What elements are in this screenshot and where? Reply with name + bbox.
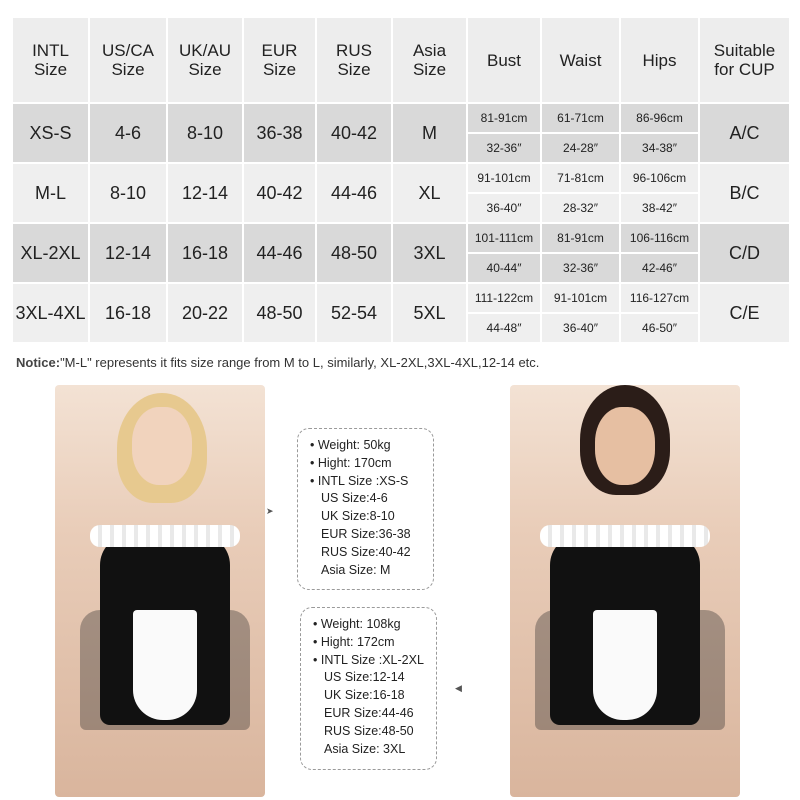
cell-eur: 48-50 [243,283,316,343]
callout-line: • Weight: 108kg [313,617,401,631]
cell-waist-cm: 91-101cm [541,283,620,313]
header-row [12,17,790,103]
white-apron [593,610,657,720]
column-header-line: Size [33,60,68,79]
cell-uk: 8-10 [167,103,243,163]
cell-intl: 3XL-4XL [12,283,89,343]
callout-line: • Weight: 50kg [310,438,391,452]
callout-line: Asia Size: 3XL [324,741,406,756]
callout-line: EUR Size:36-38 [321,526,411,541]
column-header-line: Size [412,60,447,79]
callout-line: UK Size:8-10 [321,509,395,524]
cell-waist-cm: 61-71cm [541,103,620,133]
model-photo-left [55,385,265,797]
table-row [12,103,790,133]
column-header-line: Size [262,60,297,79]
callout-line: US Size:12-14 [324,670,405,685]
column-header [392,17,467,103]
column-header-line: INTL [32,41,69,60]
arrow-right-icon: ➤ [266,506,274,516]
column-header [243,17,316,103]
cell-asia: XL [392,163,467,223]
cell-bust-in: 36-40″ [467,193,541,223]
callout-line: • Hight: 170cm [310,455,392,470]
column-header [12,17,89,103]
cell-rus: 44-46 [316,163,392,223]
cell-cup: B/C [699,163,790,223]
callout-line: • Hight: 172cm [313,634,395,649]
white-apron [133,610,197,720]
cell-cup: C/D [699,223,790,283]
notice-body: "M-L" represents it fits size range from M to L, similarly, XL-2XL,3XL-4XL,12-14 etc. [60,355,540,370]
callout-line: • INTL Size :XL-2XL [313,652,424,667]
cell-bust-in: 32-36″ [467,133,541,163]
table-row [12,283,790,313]
callout-line: RUS Size:48-50 [324,723,414,738]
column-header-line: Size [337,60,371,79]
cell-bust-cm: 91-101cm [467,163,541,193]
notice-text [16,355,539,370]
lace-trim [540,525,710,547]
model-face [595,407,655,485]
column-header [467,17,541,103]
cell-intl: M-L [12,163,89,223]
cell-hips-cm: 96-106cm [620,163,699,193]
column-header [316,17,392,103]
notice-label: Notice: [16,355,61,370]
column-header-line: Bust [486,50,522,70]
cell-eur: 40-42 [243,163,316,223]
column-header [541,17,620,103]
arrow-left-icon: ◀ [455,683,462,693]
cell-uk: 16-18 [167,223,243,283]
cell-eur: 44-46 [243,223,316,283]
cell-rus: 40-42 [316,103,392,163]
cell-hips-cm: 86-96cm [620,103,699,133]
column-header-line: Asia [412,41,447,60]
cell-hips-cm: 106-116cm [620,223,699,253]
model-photo-right [510,385,740,797]
cell-hips-in: 38-42″ [620,193,699,223]
model-info-callout-right [300,607,437,770]
callout-line: UK Size:16-18 [324,688,405,703]
callout-line: • INTL Size :XS-S [310,473,409,488]
column-header-line: Waist [559,50,602,70]
cell-bust-cm: 111-122cm [467,283,541,313]
cell-waist-in: 28-32″ [541,193,620,223]
model-info-callout-left [297,428,434,590]
cell-cup: C/E [699,283,790,343]
cell-asia: 5XL [392,283,467,343]
table-row [12,163,790,193]
cell-waist-cm: 81-91cm [541,223,620,253]
cell-bust-cm: 81-91cm [467,103,541,133]
cell-hips-in: 42-46″ [620,253,699,283]
column-header [620,17,699,103]
column-header-line: US/CA [102,41,154,60]
column-header-line: Size [188,60,222,79]
cell-intl: XL-2XL [12,223,89,283]
cell-asia: M [392,103,467,163]
column-header-line: Suitable [713,41,776,60]
table-row [12,223,790,253]
cell-hips-cm: 116-127cm [620,283,699,313]
cell-cup: A/C [699,103,790,163]
callout-line: US Size:4-6 [321,491,388,506]
model-face [132,407,192,485]
column-header [167,17,243,103]
cell-intl: XS-S [12,103,89,163]
cell-waist-in: 32-36″ [541,253,620,283]
callout-line: EUR Size:44-46 [324,705,414,720]
column-header-line: EUR [261,41,298,60]
column-header [89,17,167,103]
cell-hips-in: 46-50″ [620,313,699,343]
cell-bust-in: 40-44″ [467,253,541,283]
size-chart-table [11,16,791,344]
cell-uk: 20-22 [167,283,243,343]
lace-trim [90,525,240,547]
column-header-line: Size [111,60,145,79]
cell-uk: 12-14 [167,163,243,223]
cell-asia: 3XL [392,223,467,283]
cell-waist-in: 24-28″ [541,133,620,163]
column-header-line: Hips [642,50,677,70]
column-header-line: for CUP [714,60,775,79]
column-header-line: RUS [336,41,372,60]
cell-eur: 36-38 [243,103,316,163]
callout-line: RUS Size:40-42 [321,544,411,559]
cell-us: 8-10 [89,163,167,223]
cell-rus: 52-54 [316,283,392,343]
cell-rus: 48-50 [316,223,392,283]
column-header-line: UK/AU [179,41,231,60]
cell-bust-cm: 101-111cm [467,223,541,253]
cell-bust-in: 44-48″ [467,313,541,343]
cell-us: 16-18 [89,283,167,343]
cell-hips-in: 34-38″ [620,133,699,163]
cell-us: 12-14 [89,223,167,283]
column-header [699,17,790,103]
callout-line: Asia Size: M [321,562,391,577]
cell-us: 4-6 [89,103,167,163]
cell-waist-cm: 71-81cm [541,163,620,193]
cell-waist-in: 36-40″ [541,313,620,343]
